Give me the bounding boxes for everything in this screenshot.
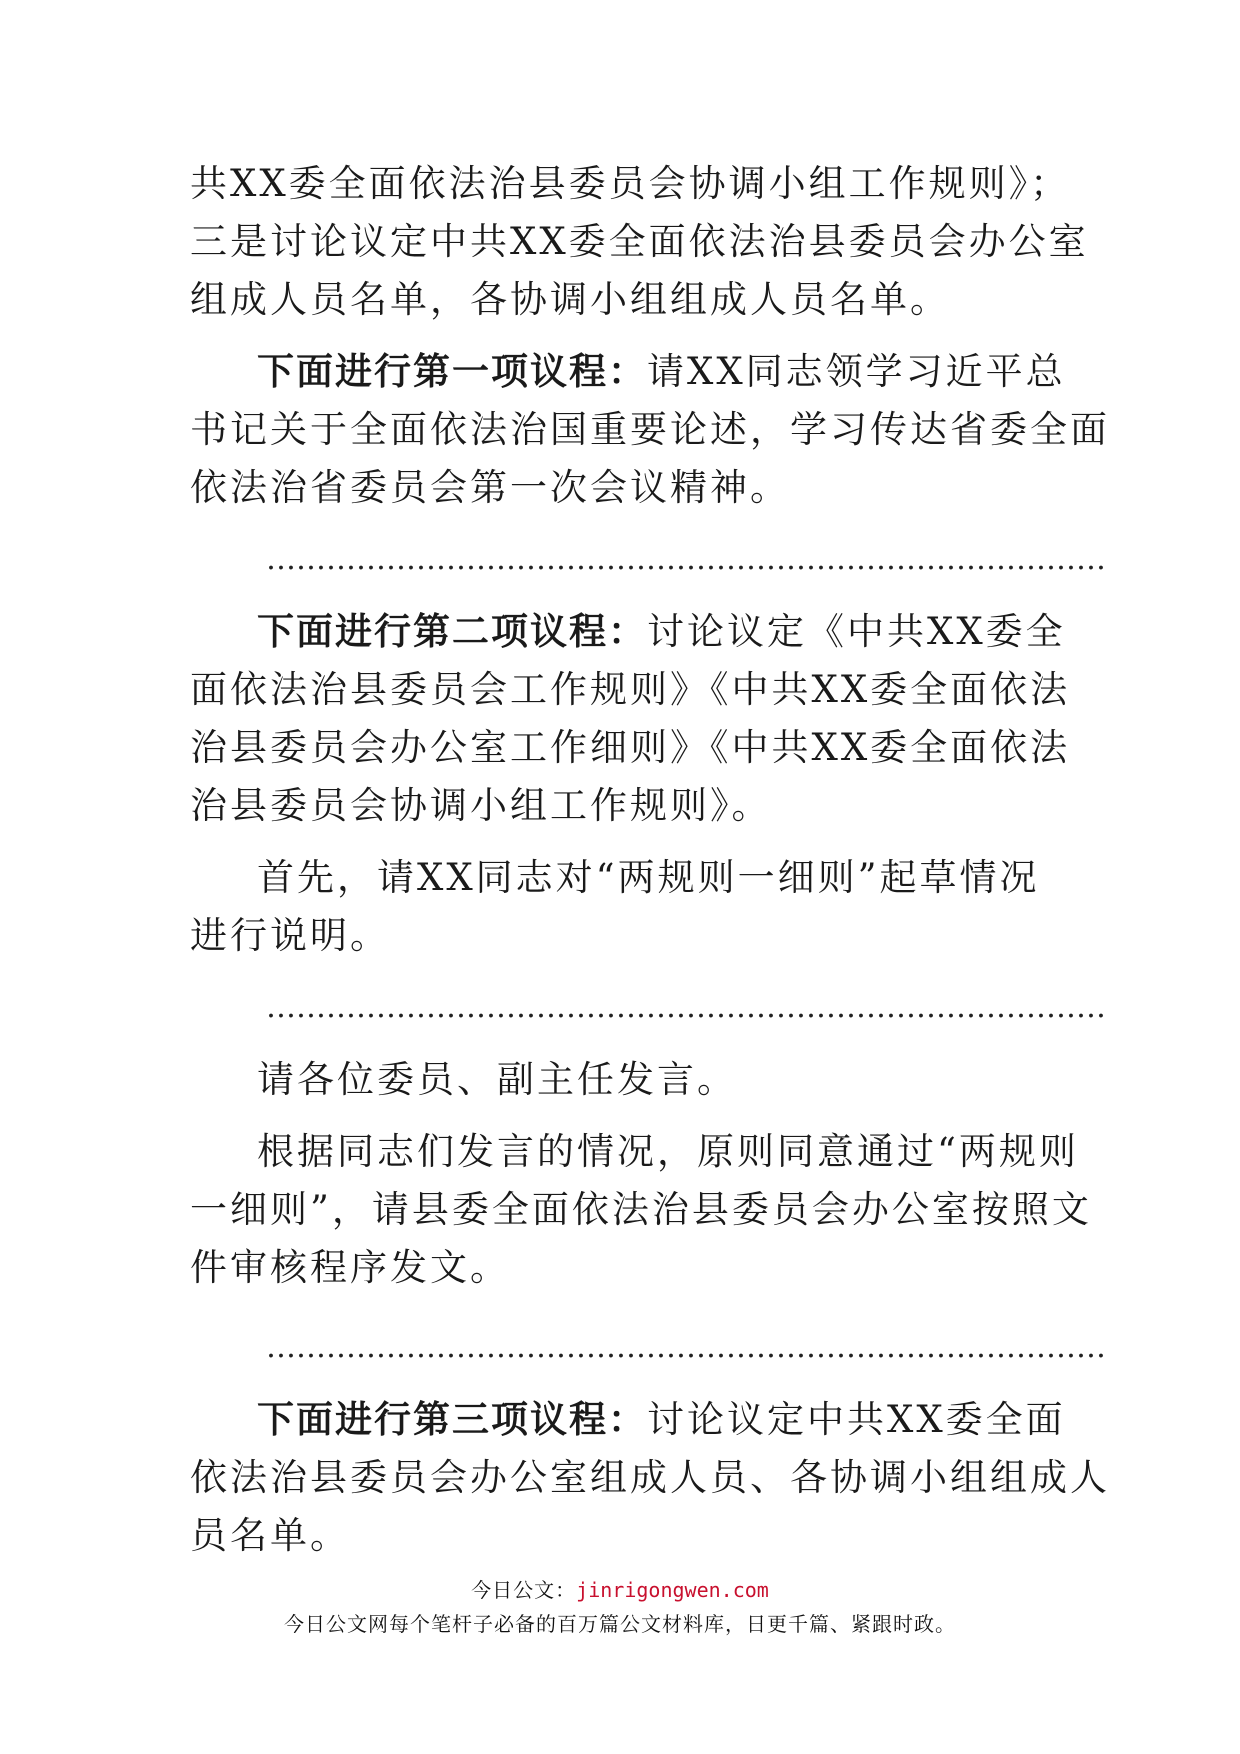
footer-site-line bbox=[0, 1574, 1240, 1603]
paragraph-line: 书记关于全面依法治国重要论述，学习传达省委全面 bbox=[190, 408, 1110, 451]
footer-site-label: 今日公文： bbox=[471, 1578, 577, 1602]
paragraph-line: 组成人员名单，各协调小组组成人员名单。 bbox=[190, 278, 950, 321]
agenda-item-1-heading: 下面进行第一项议程： bbox=[257, 350, 647, 393]
agenda-item-3-heading: 下面进行第三项议程： bbox=[257, 1398, 647, 1441]
paragraph-line: 件审核程序发文。 bbox=[190, 1246, 510, 1289]
paragraph-line: 进行说明。 bbox=[190, 914, 390, 957]
paragraph-line: 治县委员会协调小组工作规则》。 bbox=[190, 784, 772, 827]
agenda-item-2-heading: 下面进行第二项议程： bbox=[257, 610, 647, 653]
document-body bbox=[190, 155, 1110, 1565]
ellipsis-separator: ………………………………………………………………………… bbox=[266, 542, 1106, 577]
paragraph-line: 共XX委全面依法治县委员会协调小组工作规则》； bbox=[190, 162, 1071, 205]
paragraph-line: 治县委员会办公室工作细则》《中共XX委全面依法 bbox=[190, 726, 1071, 769]
ellipsis-separator: ………………………………………………………………………… bbox=[266, 1330, 1106, 1365]
footer-site-link[interactable]: jinrigongwen.com bbox=[576, 1578, 769, 1602]
paragraph-line: 依法治省委员会第一次会议精神。 bbox=[190, 466, 790, 509]
paragraph-line: 一细则”，请县委全面依法治县委员会办公室按照文 bbox=[190, 1188, 1092, 1231]
agenda-item-3-line bbox=[190, 1391, 1066, 1449]
paragraph-line: 请各位委员、副主任发言。 bbox=[257, 1058, 737, 1101]
agenda-item-1-text: 请XX同志领学习近平总 bbox=[647, 350, 1066, 393]
paragraph-line: 依法治县委员会办公室组成人员、各协调小组组成人 bbox=[190, 1456, 1110, 1499]
agenda-item-2-text: 讨论议定《中共XX委全 bbox=[647, 610, 1066, 653]
agenda-item-1-line bbox=[190, 343, 1066, 401]
ellipsis-separator: ………………………………………………………………………… bbox=[266, 990, 1106, 1025]
paragraph-line: 面依法治县委员会工作规则》《中共XX委全面依法 bbox=[190, 668, 1071, 711]
paragraph-line: 首先，请XX同志对“两规则一细则”起草情况 bbox=[257, 856, 1040, 899]
paragraph-line: 三是讨论议定中共XX委全面依法治县委员会办公室 bbox=[190, 220, 1089, 263]
agenda-item-3-text: 讨论议定中共XX委全面 bbox=[647, 1398, 1066, 1441]
agenda-item-2-line bbox=[190, 603, 1066, 661]
paragraph-line: 员名单。 bbox=[190, 1514, 350, 1557]
footer-slogan: 今日公文网每个笔杆子必备的百万篇公文材料库，日更千篇、紧跟时政。 bbox=[284, 1612, 956, 1636]
paragraph-line: 根据同志们发言的情况，原则同意通过“两规则 bbox=[257, 1130, 1079, 1173]
